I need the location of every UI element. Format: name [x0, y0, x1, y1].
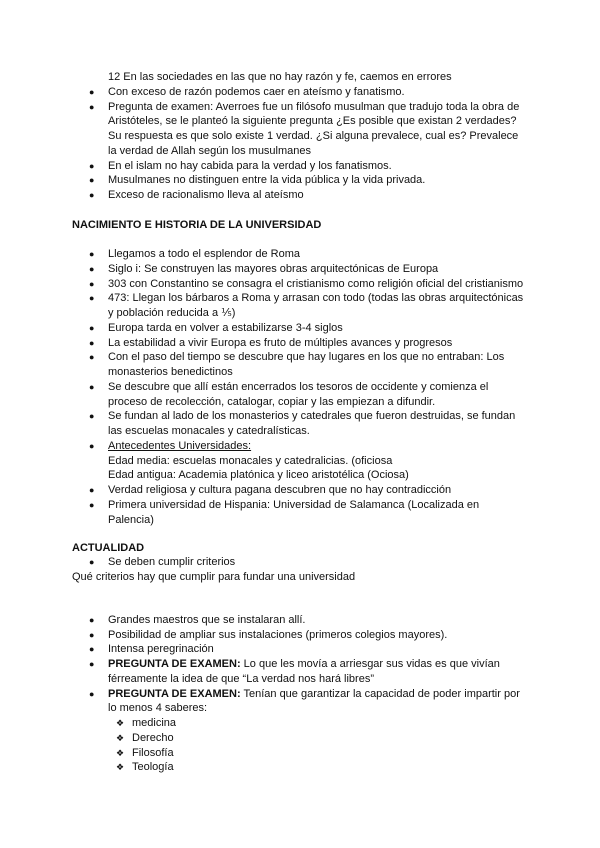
text-line: Se fundan al lado de los monasterios y catedrales que fueron destruidas, se fundan: [108, 410, 516, 423]
text-line: Siglo i: Se construyen las mayores obras arquitectónicas de Europa: [108, 262, 439, 275]
text-line: la verdad de Allah según los musulmanes: [108, 144, 312, 157]
list-item: [0, 380, 600, 410]
spacer: [0, 203, 600, 218]
bullet-icon: ●: [89, 293, 95, 304]
list-item: [0, 247, 600, 262]
text-line: Exceso de racionalismo lleva al ateísmo: [108, 189, 304, 201]
text-line: Verdad religiosa y cultura pagana descubren que no hay contradicción: [108, 484, 452, 496]
bullet-icon: ●: [89, 659, 95, 670]
text-line: y población reducida a ⅕): [108, 307, 236, 319]
diamond-bullet-icon: ❖: [116, 747, 125, 758]
text-line: Filosofía: [132, 746, 174, 759]
text-line: Con el paso del tiempo se descubre que hay lugares en los que no entraban: Los: [108, 351, 505, 364]
diamond-bullet-icon: ❖: [116, 732, 125, 743]
text-line: Llegamos a todo el esplendor de Roma: [108, 248, 301, 260]
text-line: Edad antigua: Academia platónica y liceo aristotélica (Ociosa): [108, 469, 409, 482]
bullet-icon: ●: [89, 249, 95, 259]
list-item: [0, 159, 600, 174]
section-heading: [0, 218, 600, 233]
text-line: Pregunta de examen: Averroes fue un filósofo musulman que tradujo toda la obra de: [108, 100, 520, 113]
list-item: [0, 498, 600, 528]
bullet-icon: ●: [89, 688, 95, 699]
text-line: Su respuesta es que solo existe 1 verdad. ¿Si alguna prevalece, cual es? Prevalece: [108, 130, 519, 142]
list-item: [0, 350, 600, 380]
sub-list-item: [0, 716, 600, 731]
bold-label: PREGUNTA DE EXAMEN:: [108, 687, 241, 700]
bullet-icon: ●: [89, 101, 95, 112]
sub-list-item: [0, 731, 600, 746]
text-line: [108, 687, 600, 702]
sub-list-item: [0, 746, 600, 761]
text-line: Se deben cumplir criterios: [108, 556, 236, 569]
list-item: [0, 100, 600, 159]
spacer: [0, 232, 600, 247]
text-line: Antecedentes Universidades:: [108, 439, 252, 452]
text-line: Con exceso de razón podemos caer en ateísmo y fanatismo.: [108, 85, 405, 98]
text-line: Teología: [132, 761, 174, 774]
bullet-icon: ●: [89, 499, 95, 510]
text-line: monasterios benedictinos: [108, 366, 233, 378]
bullet-icon: ●: [89, 411, 95, 422]
text-line: Aristóteles, se le planteó la siguiente pregunta ¿Es posible que existan 2 verdades?: [108, 115, 517, 128]
bold-label: PREGUNTA DE EXAMEN:: [108, 658, 241, 671]
sub-list-item: [0, 760, 600, 775]
diamond-bullet-icon: ❖: [116, 762, 125, 773]
text-line: las escuelas monacales y catedralísticas.: [108, 425, 310, 437]
text-line: La estabilidad a vivir Europa es fruto de múltiples avances y progresos: [108, 336, 453, 349]
text-line: 12 En las sociedades en las que no hay razón y fe, caemos en errores: [108, 71, 452, 83]
spacer: [0, 585, 600, 613]
document-body: [0, 70, 600, 775]
text-line: ACTUALIDAD: [72, 541, 145, 554]
paragraph: [0, 570, 600, 585]
list-item: [0, 409, 600, 439]
list-item: [0, 613, 600, 628]
text-line: Qué criterios hay que cumplir para fundar una universidad: [72, 571, 356, 584]
bullet-icon: ●: [89, 381, 95, 392]
text-line: férreamente la idea de que “La verdad nos hará libres”: [108, 672, 374, 685]
bullet-icon: ●: [89, 322, 95, 333]
text-line: [108, 657, 600, 672]
bullet-icon: ●: [89, 160, 95, 171]
text-line: 303 con Constantino se consagra el cristianismo como religión oficial del cristianismo: [108, 277, 524, 290]
text-line: Edad media: escuelas monacales y catedralicias. (oficiosa: [108, 454, 393, 467]
text-line: 473: Llegan los bárbaros a Roma y arrasan con todo (todas las obras arquitectónicas: [108, 292, 524, 305]
bullet-icon: ●: [89, 337, 95, 348]
list-item: [0, 277, 600, 292]
list-item: [0, 628, 600, 643]
text-line: Intensa peregrinación: [108, 643, 214, 656]
text-line: Posibilidad de ampliar sus instalaciones (primeros colegios mayores).: [108, 628, 448, 641]
bullet-icon: ●: [89, 557, 95, 568]
text-line: Se descubre que allí están encerrados los tesoros de occidente y comienza el: [108, 380, 489, 393]
bullet-icon: ●: [89, 86, 95, 97]
list-item: [0, 555, 600, 570]
bullet-icon: ●: [89, 440, 95, 451]
bullet-icon: ●: [89, 485, 95, 495]
text-line: medicina: [132, 717, 177, 730]
list-item: [0, 173, 600, 188]
spacer: [0, 527, 600, 540]
list-item: [0, 291, 600, 321]
list-item: [0, 85, 600, 100]
text-span: Lo que les movía a arriesgar sus vidas es que vivían: [240, 658, 500, 671]
list-item: [0, 657, 600, 687]
list-item: [0, 687, 600, 717]
text-line: Europa tarda en volver a estabilizarse 3-4 siglos: [108, 321, 343, 334]
list-item: [0, 336, 600, 351]
diamond-bullet-icon: ❖: [116, 718, 125, 729]
list-item: [0, 262, 600, 277]
text-line: proceso de recolección, catalogar, copiar y las empiezan a difundir.: [108, 395, 436, 408]
bullet-icon: ●: [89, 278, 95, 289]
text-line: Grandes maestros que se instalaran allí.: [108, 613, 306, 626]
section-heading: [0, 541, 600, 556]
list-item: [0, 188, 600, 203]
list-item: [0, 321, 600, 336]
bullet-icon: ●: [89, 263, 95, 274]
paragraph: [0, 70, 600, 85]
text-line: NACIMIENTO E HISTORIA DE LA UNIVERSIDAD: [72, 218, 322, 231]
bullet-icon: ●: [89, 352, 95, 363]
text-line: Palencia): [108, 513, 154, 526]
text-line: Derecho: [132, 731, 174, 744]
bullet-icon: ●: [89, 190, 95, 200]
list-item: [0, 642, 600, 657]
bullet-icon: ●: [89, 175, 95, 186]
text-line: Musulmanes no distinguen entre la vida pública y la vida privada.: [108, 174, 426, 187]
bullet-icon: ●: [89, 614, 95, 625]
bullet-icon: ●: [89, 629, 95, 640]
list-item: [0, 439, 600, 483]
text-line: En el islam no hay cabida para la verdad y los fanatismos.: [108, 159, 392, 172]
text-line: Primera universidad de Hispania: Universidad de Salamanca (Localizada en: [108, 498, 480, 511]
text-span: Tenían que garantizar la capacidad de poder impartir por: [240, 687, 520, 700]
bullet-icon: ●: [89, 644, 95, 655]
list-item: [0, 483, 600, 498]
text-line: lo menos 4 saberes:: [108, 702, 208, 715]
